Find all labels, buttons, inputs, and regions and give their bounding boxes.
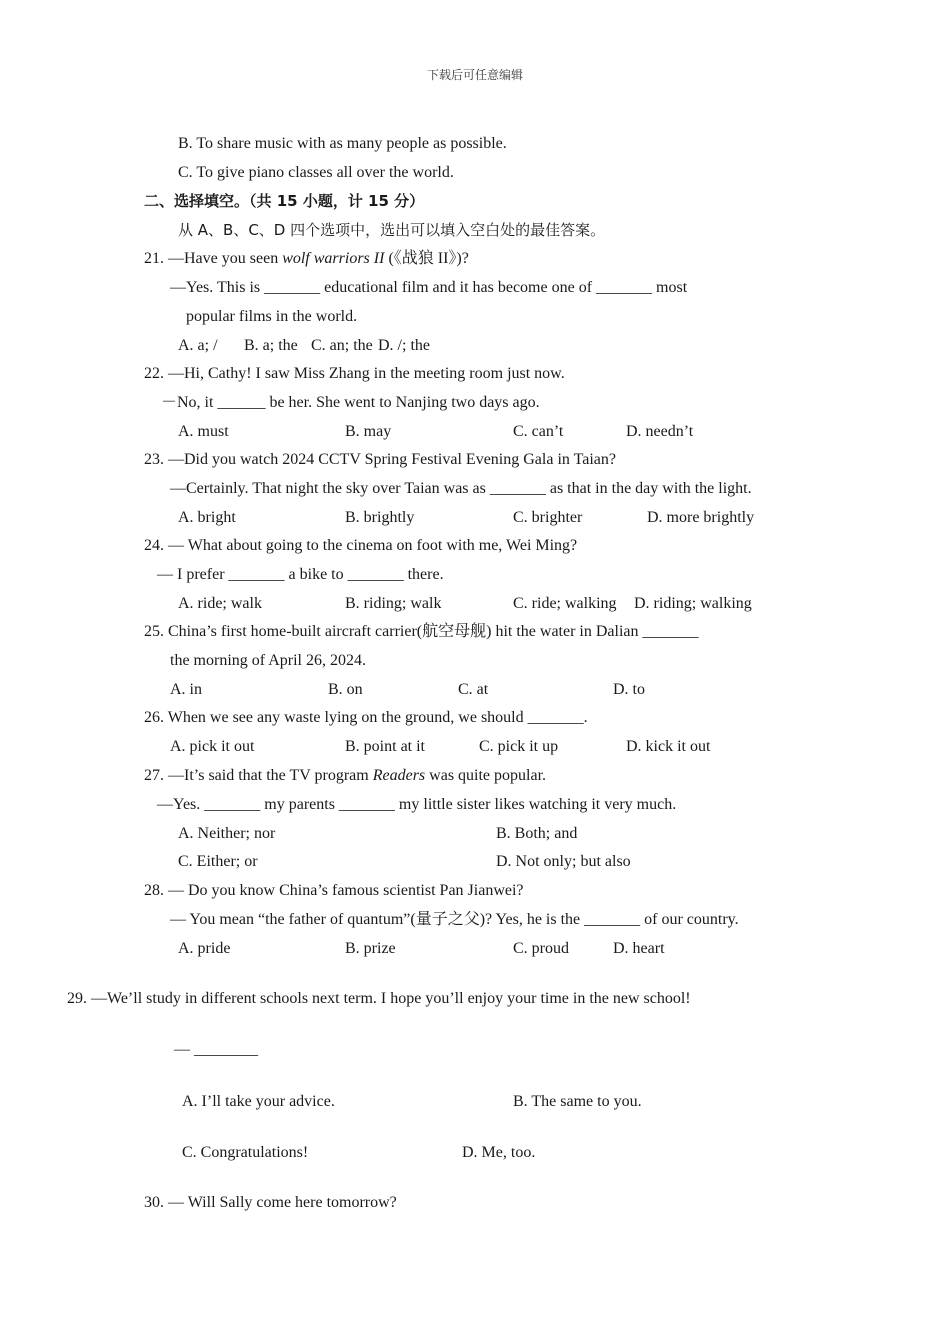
q27-option-c: C. Either; or bbox=[178, 853, 258, 870]
q23-option-b: B. brightly bbox=[345, 509, 415, 526]
q21-film-title: wolf warriors II bbox=[282, 250, 385, 267]
prev-option-c: C. To give piano classes all over the world. bbox=[178, 164, 454, 181]
q27-program-title: Readers bbox=[372, 767, 426, 784]
q29-option-d: D. Me, too. bbox=[462, 1144, 536, 1161]
q25-option-a: A. in bbox=[170, 681, 202, 698]
q28-option-c: C. proud bbox=[513, 940, 569, 957]
q21-prefix: 21. —Have you seen bbox=[144, 250, 283, 267]
page-header: 下载后可任意编辑 bbox=[426, 68, 523, 82]
question-29: 29. —We’ll study in different schools next term. I hope you’ll enjoy your time in the new school! bbox=[67, 990, 691, 1007]
q21-option-c: C. an; the bbox=[311, 337, 373, 354]
question-25: 25. China’s first home-built aircraft carrier(航空母舰) hit the water in Dalian _______ bbox=[144, 623, 699, 640]
question-24: 24. — What about going to the cinema on foot with me, Wei Ming? bbox=[144, 537, 578, 554]
q26-option-b: B. point at it bbox=[345, 738, 425, 755]
q22-option-c: C. can’t bbox=[513, 423, 564, 440]
q28-option-d: D. heart bbox=[613, 940, 665, 957]
question-28: 28. — Do you know China’s famous scientist Pan Jianwei? bbox=[144, 882, 524, 899]
q29-option-a: A. I’ll take your advice. bbox=[182, 1093, 335, 1110]
q26-option-c: C. pick it up bbox=[479, 738, 559, 755]
q23-option-d: D. more brightly bbox=[647, 509, 755, 526]
q23-option-c: C. brighter bbox=[513, 509, 583, 526]
q24-option-c: C. ride; walking bbox=[513, 595, 617, 612]
q23-option-a: A. bright bbox=[178, 509, 236, 526]
q29-option-c: C. Congratulations! bbox=[182, 1144, 309, 1161]
q27-prefix: 27. —It’s said that the TV program bbox=[144, 767, 373, 784]
q24-answer-line: — I prefer _______ a bike to _______ there. bbox=[157, 566, 444, 583]
q27-answer-line: —Yes. _______ my parents _______ my little sister likes watching it very much. bbox=[157, 796, 677, 813]
q26-option-a: A. pick it out bbox=[170, 738, 255, 755]
section-instruction: 从 A、B、C、D 四个选项中，选出可以填入空白处的最佳答案。 bbox=[178, 221, 606, 239]
q29-answer-line: — ________ bbox=[174, 1041, 258, 1058]
q28-answer-line: — You mean “the father of quantum”(量子之父)? Yes, he is the _______ of our country. bbox=[170, 911, 739, 928]
q25-option-d: D. to bbox=[613, 681, 645, 698]
q29-option-b: B. The same to you. bbox=[513, 1093, 642, 1110]
q23-answer-line: —Certainly. That night the sky over Taian was as _______ as that in the day with the light. bbox=[170, 480, 752, 497]
q22-answer-line: －No, it ______ be her. She went to Nanjing two days ago. bbox=[161, 394, 540, 411]
question-23: 23. —Did you watch 2024 CCTV Spring Festival Evening Gala in Taian? bbox=[144, 451, 617, 468]
question-22: 22. —Hi, Cathy! I saw Miss Zhang in the meeting room just now. bbox=[144, 365, 565, 382]
q21-answer-line-2: popular films in the world. bbox=[186, 308, 358, 325]
q22-option-d: D. needn’t bbox=[626, 423, 694, 440]
q28-option-a: A. pride bbox=[178, 940, 231, 957]
prev-option-b: B. To share music with as many people as possible. bbox=[178, 135, 507, 152]
q24-option-d: D. riding; walking bbox=[634, 595, 752, 612]
question-27 bbox=[144, 766, 546, 786]
question-30: 30. — Will Sally come here tomorrow? bbox=[144, 1194, 397, 1211]
q21-chinese: (《战狼 II》)? bbox=[384, 250, 469, 267]
q25-option-b: B. on bbox=[328, 681, 363, 698]
q22-option-a: A. must bbox=[178, 423, 229, 440]
q21-option-b: B. a; the bbox=[244, 337, 298, 354]
q22-option-b: B. may bbox=[345, 423, 392, 440]
q24-option-b: B. riding; walk bbox=[345, 595, 442, 612]
q24-option-a: A. ride; walk bbox=[178, 595, 262, 612]
q21-answer-line: —Yes. This is _______ educational film and it has become one of _______ most bbox=[170, 279, 688, 296]
q27-option-a: A. Neither; nor bbox=[178, 825, 276, 842]
q27-suffix: was quite popular. bbox=[425, 767, 547, 784]
section-title: 二、选择填空。（共 15 小题，计 15 分） bbox=[144, 192, 425, 210]
q25-option-c: C. at bbox=[458, 681, 489, 698]
q25-line-2: the morning of April 26, 2024. bbox=[170, 652, 366, 669]
q26-option-d: D. kick it out bbox=[626, 738, 711, 755]
q21-option-d: D. /; the bbox=[378, 337, 430, 354]
q28-option-b: B. prize bbox=[345, 940, 396, 957]
question-26: 26. When we see any waste lying on the ground, we should _______. bbox=[144, 709, 588, 726]
q27-option-b: B. Both; and bbox=[496, 825, 578, 842]
q27-option-d: D. Not only; but also bbox=[496, 853, 631, 870]
question-21 bbox=[144, 249, 469, 269]
q21-option-a: A. a; / bbox=[178, 337, 218, 354]
